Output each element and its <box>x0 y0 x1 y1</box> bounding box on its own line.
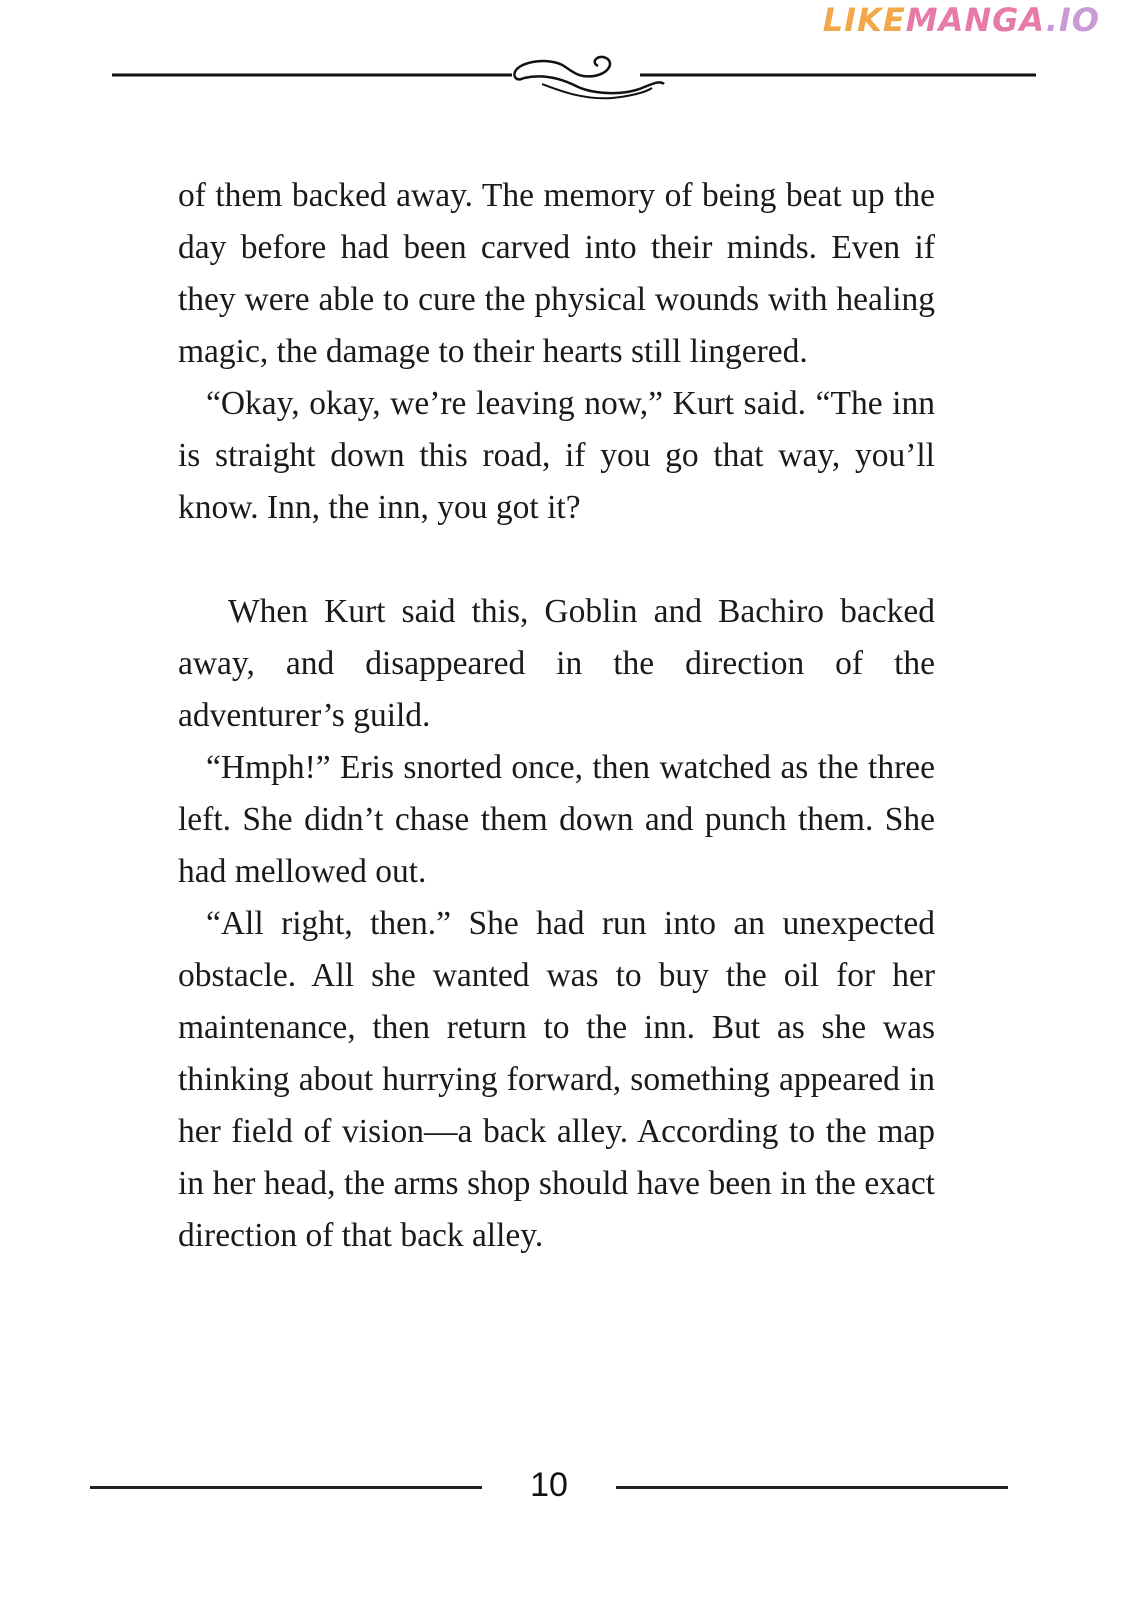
watermark-part-2: MANGA <box>905 1 1046 39</box>
page-footer <box>90 1462 1008 1512</box>
paragraph-5: “All right, then.” She had run into an unexpected obstacle. All she wanted was to buy the oil for her maintenance, then return to the inn. But as she was thinking about hurrying forward, something appeared in her field of vision—a back alley. According to the map in her head, the arms shop should have been in the exact direction of that back alley. <box>178 905 935 1254</box>
footer-rule-right <box>616 1486 1008 1489</box>
watermark-part-3: .IO <box>1045 1 1100 39</box>
paragraph-4: “Hmph!” Eris snorted once, then watched as the three left. She didn’t chase them down and punch them. She had mellowed out. <box>178 749 935 890</box>
paragraph-2: “Okay, okay, we’re leaving now,” Kurt said. “The inn is straight down this road, if you go that way, you’ll know. Inn, the inn, you got it? <box>178 385 935 526</box>
watermark-part-1: LIKE <box>822 1 906 39</box>
top-ornament-divider <box>112 44 1036 104</box>
paragraph-gap <box>178 534 935 586</box>
page-number: 10 <box>530 1466 568 1504</box>
page-body-text <box>178 170 935 1262</box>
paragraph-3: When Kurt said this, Goblin and Bachiro backed away, and disappeared in the direction of the adventurer’s guild. <box>178 593 935 734</box>
paragraph-1: of them backed away. The memory of being beat up the day before had been carved into their minds. Even if they were able to cure the physical wounds with healing magic, the damage to their hearts still lingered. <box>178 177 935 370</box>
watermark-logo <box>823 0 1100 40</box>
